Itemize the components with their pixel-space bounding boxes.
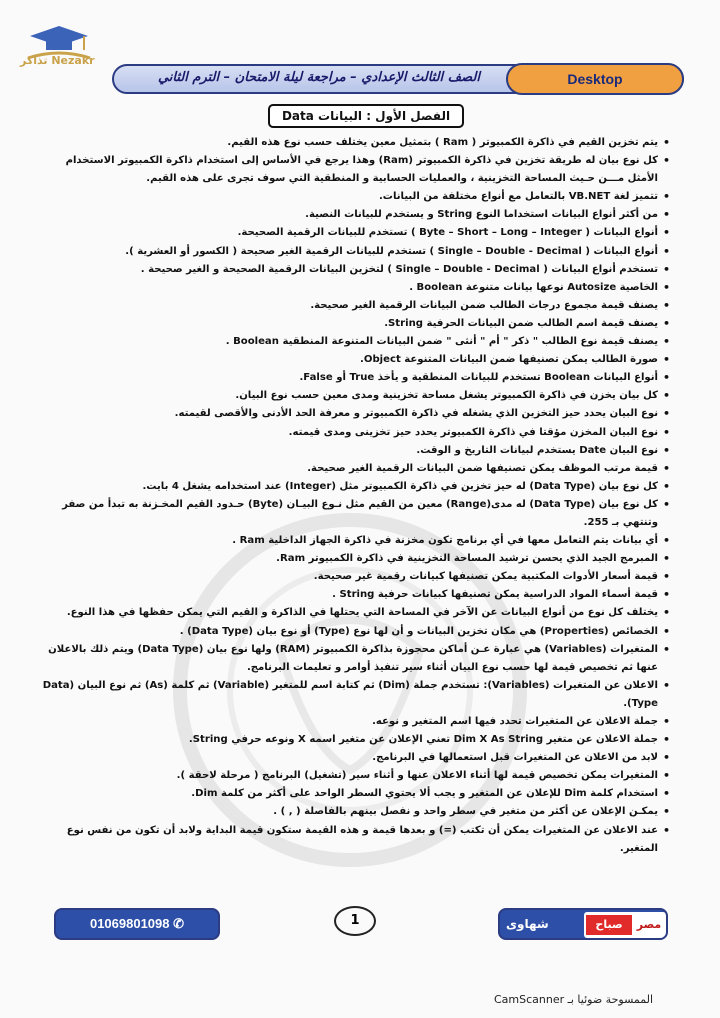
list-item: • يصنف قيمة اسم الطالب ضمن البيانات الحرفية String. [38,315,670,333]
list-item: • لابد من الاعلان عن المتغيرات قبل استعمالها في البرنامج. [38,749,670,767]
list-item: • تستخدم أنواع البيانات ( Single – Double - Decimal ) لتخزين البيانات الرقمية الصحيحة و الغير صحيحة . [38,261,670,279]
list-item: • قيمة مرتب الموظف يمكن تصنيفها ضمن البيانات الرقمية الغير صحيحة. [38,460,670,478]
scanner-caption: الممسوحة ضوئيا بـ CamScanner [494,993,654,1006]
list-item: • يصنف قيمة مجموع درجات الطالب ضمن البيانات الرقمية الغير صحيحة. [38,297,670,315]
teacher-box [498,908,668,940]
banner-title: الصف الثالث الإعدادي – مراجعة ليلة الامتحان – الترم الثاني [157,70,480,85]
list-item: • المتغيرات يمكن تخصيص قيمة لها أثناء الاعلان عنها و أثناء سير (تشغيل) البرنامج ( مرحلة لاحقة ). [38,767,670,785]
news-badge [584,912,666,938]
phone-number-box: 01069801098 ✆ [54,908,220,940]
page-number: 1 [334,906,376,936]
list-item: • يصنف قيمة نوع الطالب " ذكر " أم " أنثى " ضمن البيانات المتنوعة المنطقية Boolean . [38,333,670,351]
list-item: • المبرمج الجيد الذي يحسن ترشيد المساحة التخزينية في ذاكرة الكمبيوتر Ram. [38,550,670,568]
list-item: • كل نوع بيان (Data Type) له مدى(Range) معين من القيم مثل نـوع البيـان (Byte) حـدود القيم المخـزنة به تبدأ من صفر وتنتهي بـ 255. [38,496,670,532]
list-item: • استخدام كلمة Dim للإعلان عن المتغير و يجب ألا يحتوي السطر الواحد على أكثر من كلمة Dim. [38,785,670,803]
list-item: • يتم تخزين القيم في ذاكرة الكمبيوتر ( Ram ) بتمثيل معين يختلف حسب نوع هذه القيم. [38,134,670,152]
list-item: • نوع البيان Date يستخدم لبيانات التاريخ و الوقت. [38,442,670,460]
list-item: • من أكثر أنواع البيانات استخداما النوع String و يستخدم للبيانات النصية. [38,206,670,224]
list-item: • الخاصية Autosize نوعها بيانات متنوعة Boolean . [38,279,670,297]
teacher-name: شهاوى [506,917,549,931]
list-item: • كل بيان يخزن في ذاكرة الكمبيوتر يشغل مساحة تخزينية ومدى معين حسب نوع البيان. [38,387,670,405]
list-item: • تتميز لغة VB.NET بالتعامل مع أنواع مختلفة من البيانات. [38,188,670,206]
list-item: • كل نوع بيان (Data Type) له حيز تخزين في ذاكرة الكمبيوتر مثل (Integer) عند استخدامه يشغل 4 بايت. [38,478,670,496]
list-item: • جملة الاعلان عن متغير Dim X As String تعني الإعلان عن متغير اسمه X ونوعه حرفي String. [38,731,670,749]
list-item: • صورة الطالب يمكن تصنيفها ضمن البيانات المتنوعة Object. [38,351,670,369]
list-item: • أنواع البيانات ( Byte – Short – Long – Integer ) تستخدم للبيانات الرقمية الصحيحة. [38,224,670,242]
list-item: • أنواع البيانات ( Single – Double - Decimal ) تستخدم للبيانات الرقمية الغير صحيحة ( الكسور أو العشرية ). [38,243,670,261]
chapter-title: الفصل الأول : البيانات Data [268,104,464,128]
content-list [38,134,670,892]
logo-text: تذاكر Nezakr [20,54,95,67]
subject-pill: Desktop [506,63,684,95]
list-item: • أنواع البيانات Boolean تستخدم للبيانات المنطقية و يأخذ True أو False. [38,369,670,387]
list-item: • قيمة أسماء المواد الدراسية يمكن تصنيفها كبيانات حرفية String . [38,586,670,604]
list-item: • الاعلان عن المتغيرات (Variables): تستخدم جملة (Dim) ثم كتابة اسم للمتغير (Variable) ثم كلمة (As) ثم نوع البيان (Data Type). [38,677,670,713]
list-item: • نوع البيان يحدد حيز التخزين الذي يشغله في ذاكرة الكمبيوتر و معرفة الحد الأدنى والأقصى لقيمته. [38,405,670,423]
list-item: • جملة الاعلان عن المتغيرات تحدد فيها اسم المتغير و نوعه. [38,713,670,731]
header-banner [112,64,684,94]
list-item: • كل نوع بيان له طريقة تخزين في ذاكرة الكمبيوتر (Ram) وهذا يرجع في الأساس إلى استخدام ذاكرة الكمبيوتر الاستخدام الأمثل مـــن حـيث المساحة التخزينية ، والعمليات الحسابية و المنطقية التي سوف تجرى على هذه القيم. [38,152,670,188]
list-item: • أي بيانات يتم التعامل معها في أي برنامج تكون مخزنة في ذاكرة الجهاز الداخلية Ram . [38,532,670,550]
list-item: • نوع البيان المخزن مؤقتا في ذاكرة الكمبيوتر يحدد حيز تخزينى ومدى قيمته. [38,424,670,442]
list-item: • الخصائص (Properties) هي مكان تخزين البيانات و أن لها نوع (Type) أو نوع بيان (Data Type) . [38,623,670,641]
list-item: • قيمة أسعار الأدوات المكتبية يمكن تصنيفها كبيانات رقمية غير صحيحة. [38,568,670,586]
list-item: • يمكـن الإعلان عن أكثر من متغير في سطر واحد و نفصل بينهم بالفاصلة ( , ) . [38,803,670,821]
list-item: • عند الاعلان عن المتغيرات يمكن أن تكتب (=) و بعدها قيمة و هذه القيمة ستكون قيمة البداية ولابد أن تكون من نفس نوع المتغير. [38,822,670,858]
badge-dark-label: مصر [636,918,662,931]
list-item: • المتغيرات (Variables) هي عبارة عـن أماكن محجوزة بذاكرة الكمبيوتر (RAM) ولها نوع بيان (Data Type) ويتم ذلك بالاعلان عنها ثم تخصيص قيمة لها حسب نوع البيان أثناء سير تنفيذ أوامر و تعليمات البرنامج. [38,641,670,677]
list-item: • يختلف كل نوع من أنواع البيانات عن الآخر في المساحة التي يحتلها في الذاكرة و القيم التي يمكن حفظها في هذا النوع. [38,604,670,622]
badge-red-label: صباح [586,915,632,935]
